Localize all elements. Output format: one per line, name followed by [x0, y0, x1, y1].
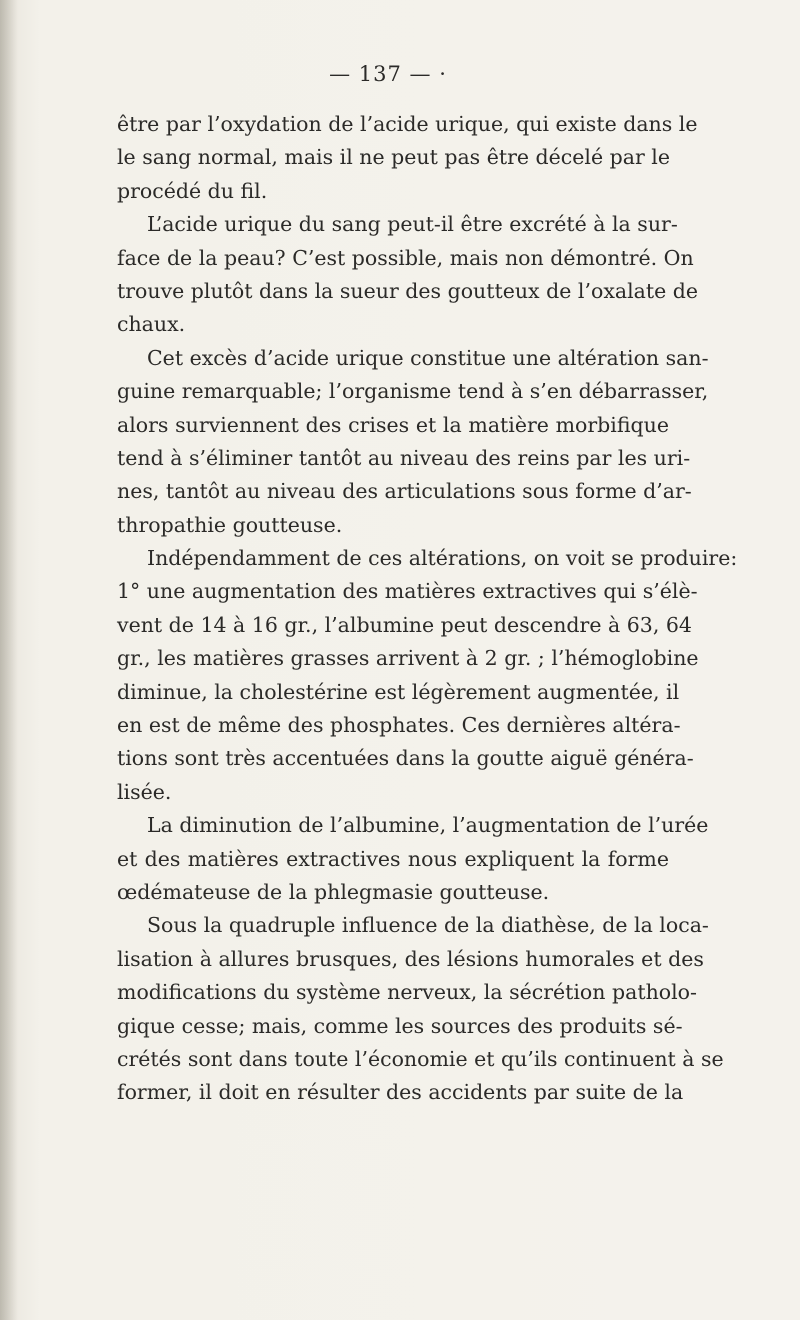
text-line: lisée.: [117, 779, 172, 804]
text-line: et des matières extractives nous expliquent la forme: [117, 846, 669, 871]
text-line: alors surviennent des crises et la matière morbifique: [117, 412, 669, 437]
text-line: procédé du fil.: [117, 178, 268, 203]
text-line: le sang normal, mais il ne peut pas être décelé par le: [117, 145, 670, 170]
text-line: vent de 14 à 16 gr., l’albumine peut descendre à 63, 64: [117, 612, 692, 637]
text-line: tions sont très accentuées dans la goutte aiguë généra-: [117, 746, 694, 771]
text-line: Cet excès d’acide urique constitue une altération san-: [147, 345, 709, 370]
page-number: — 137 — ·: [329, 62, 447, 86]
text-line: face de la peau? C’est possible, mais non démontré. On: [117, 245, 694, 270]
text-line: être par l’oxydation de l’acide urique, qui existe dans le: [117, 112, 698, 136]
text-line: diminue, la cholestérine est légèrement augmentée, il: [117, 679, 680, 704]
text-line: former, il doit en résulter des accidents par suite de la: [117, 1080, 684, 1105]
text-line: nes, tantôt au niveau des articulations sous forme d’ar-: [117, 479, 692, 504]
text-line: guine remarquable; l’organisme tend à s’en débarrasser,: [117, 379, 709, 404]
text-line: en est de même des phosphates. Ces dernières altéra-: [117, 713, 681, 738]
text-line: gique cesse; mais, comme les sources des produits sé-: [117, 1013, 683, 1038]
text-line: 1° une augmentation des matières extractives qui s’élè-: [117, 579, 698, 604]
text-line: L’acide urique du sang peut-il être excrété à la sur-: [147, 212, 678, 237]
text-line: thropathie goutteuse.: [117, 512, 343, 537]
text-line: Sous la quadruple influence de la diathèse, de la loca-: [147, 913, 709, 938]
text-line: lisation à allures brusques, des lésions humorales et des: [117, 946, 704, 971]
text-line: chaux.: [117, 312, 186, 337]
text-line: crétés sont dans toute l’économie et qu’ils continuent à se: [117, 1046, 724, 1071]
text-line: trouve plutôt dans la sueur des goutteux de l’oxalate de: [117, 278, 699, 303]
text-line: tend à s’éliminer tantôt au niveau des reins par les uri-: [117, 445, 691, 470]
text-line: modifications du système nerveux, la sécrétion patholo-: [117, 980, 697, 1005]
text-line: La diminution de l’albumine, l’augmentation de l’urée: [147, 813, 709, 838]
binding-shadow: [0, 0, 18, 1320]
text-line: gr., les matières grasses arrivent à 2 gr. ; l’hémoglobine: [117, 646, 699, 671]
body-text: [117, 108, 738, 1110]
text-line: Indépendamment de ces altérations, on voit se produire:: [147, 546, 738, 571]
text-line: œdémateuse de la phlegmasie goutteuse.: [117, 879, 550, 904]
